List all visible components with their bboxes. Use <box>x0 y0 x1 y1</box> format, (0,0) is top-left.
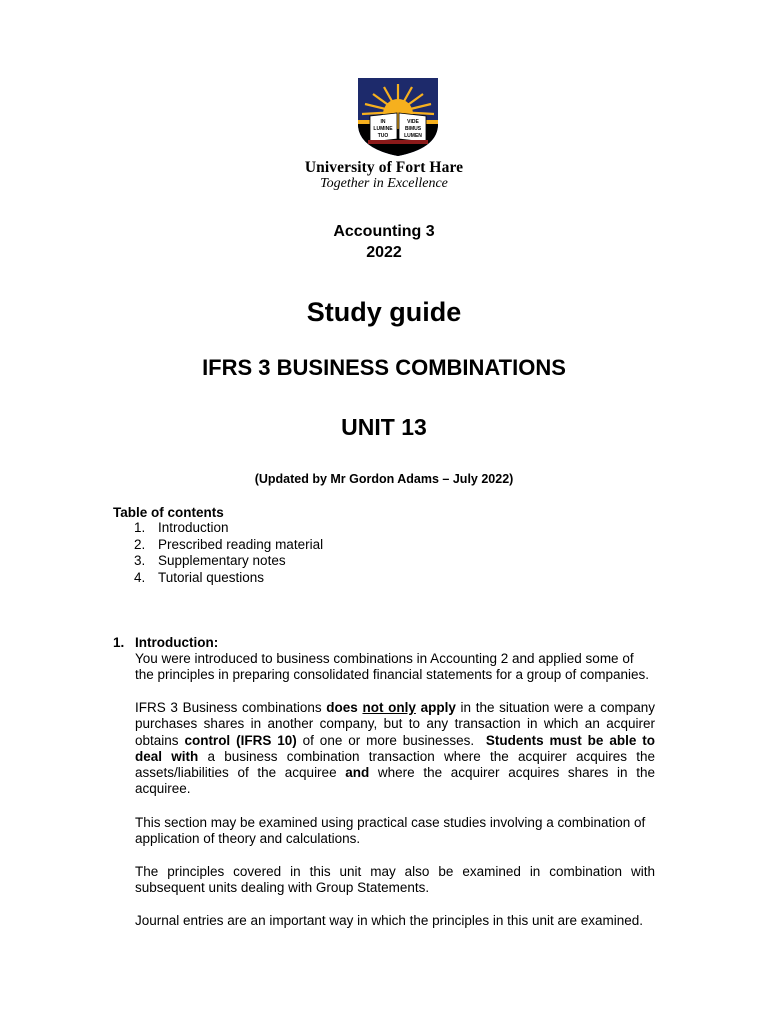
toc-item <box>134 570 323 587</box>
text-run: in the situation were a company purchases shares in another company, but to any transaction in which an acquirer obtains <box>135 700 655 748</box>
updated-note: (Updated by Mr Gordon Adams – July 2022) <box>254 472 514 486</box>
toc-item-label: Tutorial questions <box>158 569 265 585</box>
table-of-contents <box>134 520 323 586</box>
toc-heading: Table of contents <box>113 505 224 520</box>
university-motto: Together in Excellence <box>320 176 448 191</box>
university-crest-logo <box>356 76 440 158</box>
section-title: Introduction: <box>135 635 219 650</box>
topic-title: IFRS 3 BUSINESS COMBINATIONS <box>202 355 566 380</box>
crest-word: BIMUS <box>404 126 422 132</box>
toc-item-number: 1. <box>134 520 146 535</box>
bold-underlined-text: not only <box>362 700 416 715</box>
section-number: 1. <box>113 635 125 650</box>
course-title: Accounting 3 <box>333 223 435 240</box>
toc-item-label: Supplementary notes <box>158 553 286 569</box>
toc-item <box>134 520 323 537</box>
toc-item-number: 2. <box>134 536 146 552</box>
crest-word: LUMINE <box>373 126 393 132</box>
intro-paragraph-1: You were introduced to business combinations in Accounting 2 and applied some of the principles in preparing consolidated financial statements for a group of companies. <box>135 651 650 683</box>
university-name: University of Fort Hare <box>304 159 464 176</box>
course-year: 2022 <box>366 244 402 261</box>
unit-title: UNIT 13 <box>341 414 427 440</box>
bold-text: and <box>345 765 370 781</box>
toc-item-label: Prescribed reading material <box>158 536 324 552</box>
text-run: of one or more businesses. <box>296 732 486 748</box>
intro-paragraph-3: This section may be examined using practical case studies involving a combination of application of theory and calculations. <box>135 815 646 847</box>
toc-item-label: Introduction <box>158 520 229 535</box>
section-heading-introduction <box>113 635 218 650</box>
text-run: a business combination transaction where the acquirer acquires the assets/liabilities of the acquiree <box>135 748 655 781</box>
crest-word: TUO <box>377 133 389 139</box>
crest-word: VIDE <box>407 119 419 125</box>
bold-text: Students must be able to deal with <box>135 732 655 764</box>
text-run: IFRS 3 Business combinations <box>135 700 327 715</box>
text-run: where the acquirer acquires shares in the acquiree. <box>135 765 655 797</box>
bold-text: control (IFRS 10) <box>184 732 297 748</box>
crest-word: LUMEN <box>404 133 422 139</box>
toc-item <box>134 537 323 554</box>
document-title: Study guide <box>306 297 462 327</box>
crest-word: IN <box>380 119 386 125</box>
intro-paragraph-5: Journal entries are an important way in which the principles in this unit are examined. <box>135 913 644 928</box>
toc-item <box>134 553 323 570</box>
intro-paragraph-4: The principles covered in this unit may also be examined in combination with subsequent units dealing with Group Statements. <box>135 864 655 896</box>
toc-item-number: 3. <box>134 553 146 569</box>
bold-text: apply <box>420 700 456 715</box>
toc-item-number: 4. <box>134 569 146 585</box>
bold-text: does <box>326 700 358 715</box>
intro-paragraph-2 <box>135 700 655 798</box>
